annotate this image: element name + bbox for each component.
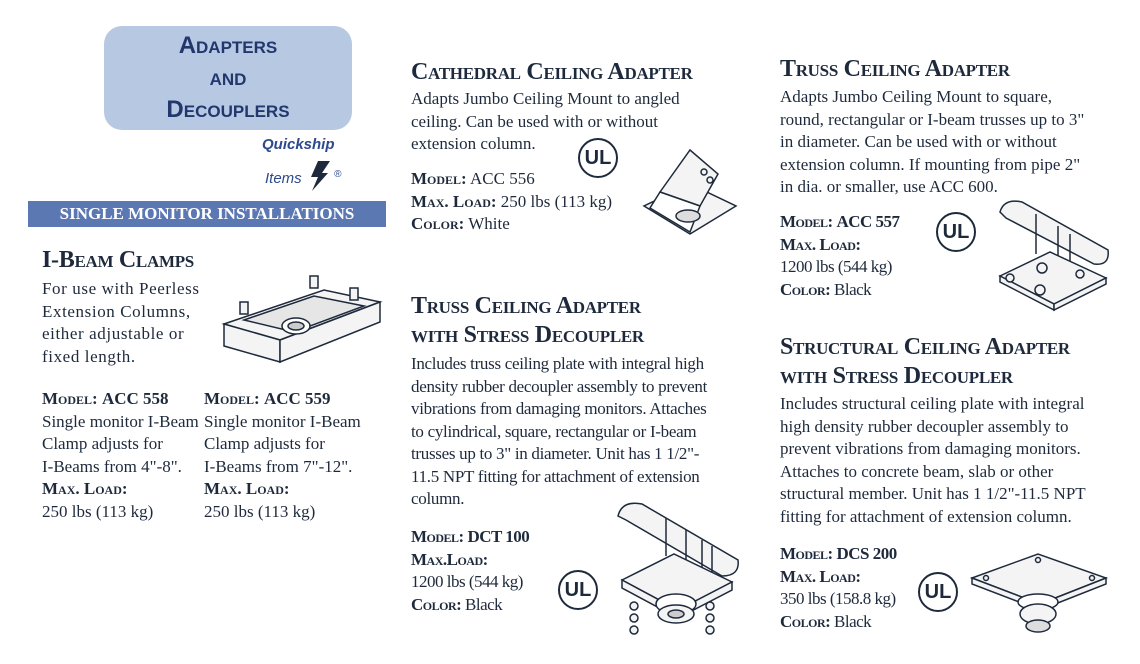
desc-line: Clamp adjusts for — [204, 434, 325, 453]
ul-text: UL — [924, 581, 952, 603]
load-value: 1200 lbs (544 kg) — [780, 257, 892, 276]
quickship-line1: Quickship — [262, 136, 335, 153]
load-label: Max. Load: — [42, 479, 128, 498]
model-label: Model: — [780, 212, 833, 231]
model-label: Model: — [204, 389, 260, 408]
load-value: 350 lbs (158.8 kg) — [780, 589, 896, 608]
model-label: Model: — [780, 544, 833, 563]
desc-line: ceiling. Can be used with or without — [411, 111, 658, 131]
truss-description — [780, 86, 1120, 199]
desc-line: either adjustable or — [42, 324, 185, 343]
desc-line: prevent vibrations from damaging monitors. — [780, 439, 1081, 458]
model-label: Model: — [411, 169, 467, 188]
quickship-logo — [262, 136, 341, 187]
desc-line: in dia. or smaller, use ACC 600. — [780, 177, 998, 196]
badge-line: Decouplers — [166, 96, 290, 123]
model-number: ACC 559 — [263, 389, 331, 408]
color-label: Color: — [780, 279, 831, 299]
ul-text: UL — [584, 147, 612, 169]
load-label: Max. Load: — [204, 479, 290, 498]
desc-line: Includes structural ceiling plate with integral — [780, 394, 1085, 413]
load-label: Max. Load: — [780, 234, 861, 254]
desc-line: 11.5 NPT fitting for attachment of extension — [411, 466, 700, 486]
quickship-line2: Items — [265, 170, 302, 187]
cathedral-title: Cathedral Ceiling Adapter — [411, 59, 693, 85]
desc-line: fixed length. — [42, 346, 136, 366]
desc-line: Single monitor I-Beam — [42, 411, 199, 431]
load-label: Max.Load: — [411, 549, 488, 569]
desc-line: fitting for attachment of extension column. — [780, 506, 1072, 526]
model-number: DCT 100 — [467, 527, 530, 546]
desc-line: extension column. If mounting from pipe 2" — [780, 154, 1081, 174]
section-bar: SINGLE MONITOR INSTALLATIONS — [28, 201, 386, 227]
truss-specs — [780, 211, 900, 301]
color-label: Color: — [411, 214, 465, 233]
structural-title-line1: Structural Ceiling Adapter — [780, 334, 1070, 360]
structural-description — [780, 393, 1120, 528]
cathedral-adapter-illustration — [640, 144, 740, 238]
ibeam-clamp-illustration — [214, 266, 390, 370]
ibeam-title: I-Beam Clamps — [42, 247, 194, 273]
load-label: Max. Load: — [411, 191, 497, 211]
registered-mark: ® — [334, 169, 342, 180]
desc-line: Extension Columns, — [42, 301, 191, 321]
truss-decoupler-title-line2: with Stress Decoupler — [411, 322, 644, 348]
model-number: ACC 556 — [470, 169, 535, 188]
structural-title-line2: with Stress Decoupler — [780, 363, 1013, 389]
structural-specs — [780, 543, 897, 633]
desc-line: I-Beams from 7"-12". — [204, 456, 353, 476]
desc-line: density rubber decoupler assembly to prevent — [411, 376, 708, 396]
color-label: Color: — [411, 594, 462, 614]
load-label: Max. Load: — [780, 566, 861, 586]
truss-decoupler-illustration — [612, 496, 742, 640]
structural-adapter-illustration — [966, 548, 1112, 638]
ibeam-model-acc559 — [204, 388, 384, 523]
structural-heading — [780, 333, 1070, 391]
color-label: Color: — [780, 611, 831, 631]
desc-line: to cylindrical, square, rectangular or I-beam — [411, 421, 697, 441]
ul-text: UL — [564, 579, 592, 601]
desc-line: high density rubber decoupler assembly to — [780, 416, 1069, 436]
color-value: Black — [465, 594, 503, 614]
load-value: 250 lbs (113 kg) — [42, 501, 154, 521]
model-label: Model: — [411, 527, 464, 546]
ul-listed-icon — [558, 570, 598, 610]
cathedral-specs — [411, 168, 612, 236]
desc-line: I-Beams from 4"-8". — [42, 456, 182, 476]
desc-line: Adapts Jumbo Ceiling Mount to square, — [780, 87, 1052, 106]
desc-line: Clamp adjusts for — [42, 434, 163, 453]
color-value: Black — [834, 611, 872, 631]
color-value: White — [468, 214, 510, 233]
load-value: 250 lbs (113 kg) — [204, 501, 316, 521]
desc-line: extension column. — [411, 134, 536, 153]
badge-line: Adapters — [178, 32, 278, 59]
ibeam-model-acc558 — [42, 388, 202, 523]
desc-line: in diameter. Can be used with or without — [780, 132, 1057, 151]
truss-decoupler-specs — [411, 526, 529, 616]
desc-line: Single monitor I-Beam — [204, 411, 361, 431]
desc-line: For use with Peerless — [42, 279, 200, 298]
desc-line: column. — [411, 489, 465, 508]
load-value: 250 lbs (113 kg) — [500, 191, 613, 211]
ibeam-description — [42, 278, 200, 368]
desc-line: trusses up to 3" in diameter. Unit has 1 1/2"- — [411, 444, 700, 463]
ul-listed-icon — [936, 212, 976, 252]
truss-title: Truss Ceiling Adapter — [780, 56, 1010, 82]
model-number: DCS 200 — [836, 544, 897, 563]
category-badge — [104, 26, 352, 130]
badge-line: and — [209, 64, 247, 91]
color-value: Black — [834, 279, 872, 299]
truss-decoupler-heading — [411, 292, 644, 350]
ul-listed-icon — [918, 572, 958, 612]
truss-decoupler-title-line1: Truss Ceiling Adapter — [411, 293, 641, 319]
truss-decoupler-description — [411, 353, 751, 511]
model-number: ACC 557 — [836, 212, 900, 231]
ul-text: UL — [942, 221, 970, 243]
desc-line: structural member. Unit has 1 1/2"-11.5 NPT — [780, 484, 1086, 503]
desc-line: Includes truss ceiling plate with integral high — [411, 354, 704, 373]
load-value: 1200 lbs (544 kg) — [411, 572, 523, 591]
desc-line: round, rectangular or I-beam trusses up to 3" — [780, 109, 1085, 129]
desc-line: Adapts Jumbo Ceiling Mount to angled — [411, 89, 680, 108]
model-label: Model: — [42, 389, 98, 408]
lightning-icon — [308, 161, 332, 191]
model-number: ACC 558 — [101, 389, 169, 408]
truss-adapter-illustration — [996, 198, 1112, 314]
desc-line: vibrations from damaging monitors. Attaches — [411, 399, 707, 418]
desc-line: Attaches to concrete beam, slab or other — [780, 461, 1054, 481]
